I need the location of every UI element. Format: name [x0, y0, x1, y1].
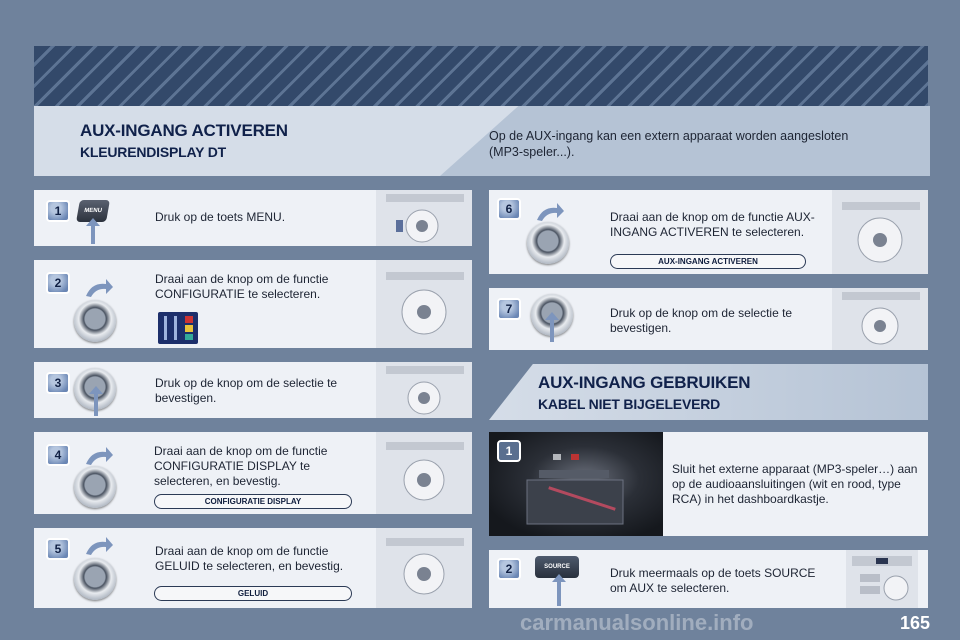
- section2-title: AUX-INGANG GEBRUIKEN: [538, 373, 751, 392]
- menu-option-label: CONFIGURATIE DISPLAY: [154, 494, 352, 509]
- step-number-badge: 1: [46, 200, 70, 222]
- step-row-4: [34, 432, 472, 514]
- rotary-knob-icon: [74, 558, 116, 600]
- step-text: Sluit het externe apparaat (MP3-speler…) aan op de audioaansluitingen (wit en rood, type RCA) in het dashboardkastje.: [672, 462, 918, 506]
- section2-subtitle: KABEL NIET BIJGELEVERD: [538, 396, 721, 412]
- step-text: Druk meermaals op de toets SOURCE om AUX te selecteren.: [610, 566, 816, 595]
- step-number-badge: 7: [497, 298, 521, 320]
- decorative-banner: [34, 46, 928, 106]
- step-row-7: [489, 288, 928, 350]
- radio-panel-icon: [376, 260, 472, 348]
- radio-panel-icon: [832, 288, 928, 350]
- use-step-row-1: [489, 432, 928, 536]
- step-row-6: [489, 190, 928, 274]
- menu-option-label: AUX-INGANG ACTIVEREN: [610, 254, 806, 269]
- radio-panel-icon: [376, 362, 472, 418]
- step-row-2: [34, 260, 472, 348]
- step-row-1: [34, 190, 472, 246]
- use-step-row-2: [489, 550, 928, 608]
- watermark: carmanualsonline.info: [520, 610, 754, 635]
- radio-panel-icon: [376, 528, 472, 608]
- press-arrow-icon: [86, 218, 100, 244]
- rotate-arrow-icon: [84, 536, 114, 556]
- step-row-3: [34, 362, 472, 418]
- press-arrow-icon: [89, 386, 103, 416]
- step-number-badge: 3: [46, 372, 70, 394]
- step-text: Druk op de knop om de selectie te bevestigen.: [155, 376, 338, 405]
- intro-text: Op de AUX-ingang kan een extern apparaat worden aangesloten (MP3-speler...).: [489, 129, 849, 159]
- step-number-badge: 6: [497, 198, 521, 220]
- press-arrow-icon: [552, 574, 566, 606]
- radio-panel-icon: [846, 550, 918, 608]
- step-text: Draai aan de knop om de functie CONFIGURATIE DISPLAY te selecteren, en bevestig.: [154, 444, 328, 488]
- page-subtitle: KLEURENDISPLAY DT: [80, 144, 226, 160]
- source-button-icon: SOURCE: [535, 556, 579, 578]
- radio-panel-icon: [832, 190, 928, 274]
- page-title: AUX-INGANG ACTIVEREN: [80, 121, 288, 140]
- step-text: Draai aan de knop om de functie AUX-INGANG ACTIVEREN te selecteren.: [610, 210, 815, 239]
- rotary-knob-icon: [527, 222, 569, 264]
- radio-panel-icon: [376, 190, 472, 246]
- press-arrow-icon: [545, 312, 559, 342]
- step-number-badge: 1: [497, 440, 521, 462]
- menu-button-icon: MENU: [76, 200, 110, 222]
- step-text: Draai aan de knop om de functie GELUID te selecteren, en bevestig.: [155, 544, 344, 573]
- step-text: Druk op de knop om de selectie te bevestigen.: [610, 306, 793, 335]
- rotate-arrow-icon: [84, 446, 114, 466]
- step-number-badge: 5: [46, 538, 70, 560]
- step-number-badge: 4: [46, 444, 70, 466]
- step-text: Draai aan de knop om de functie CONFIGURATIE te selecteren.: [155, 272, 329, 301]
- radio-panel-icon: [376, 432, 472, 514]
- menu-option-label: GELUID: [154, 586, 352, 601]
- page-number: 165: [899, 613, 930, 633]
- rotate-arrow-icon: [535, 202, 565, 222]
- step-row-5: [34, 528, 472, 608]
- configuration-icon: [158, 312, 198, 344]
- step-number-badge: 2: [46, 272, 70, 294]
- step-number-badge: 2: [497, 558, 521, 580]
- rotate-arrow-icon: [84, 278, 114, 298]
- step-text: Druk op de toets MENU.: [155, 210, 286, 224]
- rotary-knob-icon: [74, 300, 116, 342]
- rotary-knob-icon: [74, 466, 116, 508]
